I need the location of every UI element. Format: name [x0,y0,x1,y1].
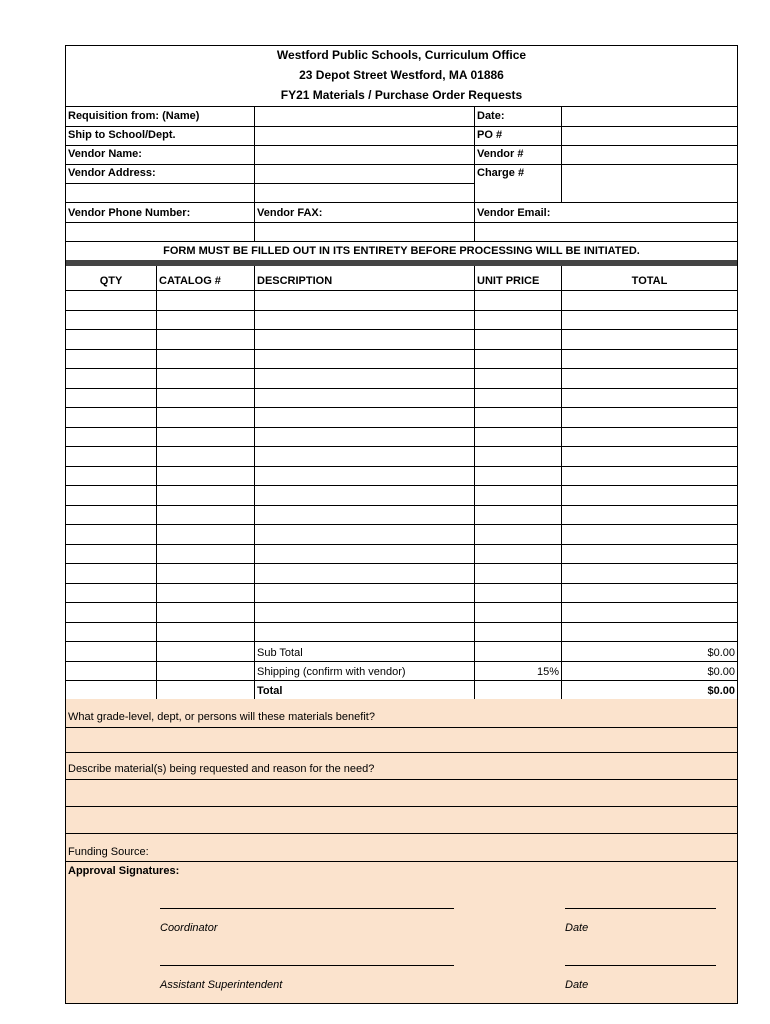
divider [474,106,475,241]
approval-signatures-label: Approval Signatures: [68,865,180,877]
shipping-value: $0.00 [707,666,735,678]
table-row-divider [66,446,737,447]
table-row-divider [66,290,737,291]
table-row-divider [66,368,737,369]
table-row-divider [66,583,737,584]
describe-question: Describe material(s) being requested and reason for the need? [68,763,375,775]
header-line-1: Westford Public Schools, Curriculum Office [276,48,527,62]
table-row-divider [66,388,737,389]
divider [66,752,737,753]
date-label: Date: [477,110,505,122]
col-header-total: TOTAL [631,275,668,287]
divider [156,266,157,699]
divider [254,106,255,241]
table-row-divider [66,349,737,350]
po-label: PO # [477,129,503,141]
asst-super-label: Assistant Superintendent [160,979,283,991]
col-header-description: DESCRIPTION [257,275,333,287]
vendor-fax-label: Vendor FAX: [257,207,323,219]
header-line-2: 23 Depot Street Westford, MA 01886 [299,68,504,82]
charge-label: Charge # [477,167,525,179]
benefit-question: What grade-level, dept, or persons will these materials benefit? [68,711,375,723]
table-row-divider [66,485,737,486]
table-row-divider [66,310,737,311]
purchase-order-form [65,45,738,1004]
asst-super-date-line[interactable] [565,965,716,966]
coordinator-date-line[interactable] [565,908,716,909]
vendor-name-label: Vendor Name: [68,148,142,160]
coordinator-signature-line[interactable] [160,908,454,909]
vendor-number-label: Vendor # [477,148,524,160]
table-row-divider [66,602,737,603]
thick-divider [66,260,737,266]
divider [66,106,737,107]
coordinator-date-label: Date [565,922,589,934]
table-row-divider [66,563,737,564]
requisition-from-label: Requisition from: (Name) [68,110,200,122]
divider [66,202,737,203]
ship-to-label: Ship to School/Dept. [68,129,176,141]
table-row-divider [66,466,737,467]
asst-super-date-label: Date [565,979,589,991]
total-value: $0.00 [707,685,735,697]
col-header-catalog: CATALOG # [159,275,221,287]
divider [66,833,737,834]
col-header-unit-price: UNIT PRICE [477,275,540,287]
table-row-divider [66,544,737,545]
divider [66,806,737,807]
divider [561,106,562,202]
divider [66,164,737,165]
divider [66,861,737,862]
header-line-3: FY21 Materials / Purchase Order Requests [280,88,523,102]
divider [66,727,737,728]
subtotal-label: Sub Total [257,647,303,659]
coordinator-label: Coordinator [160,922,218,934]
col-header-qty: QTY [99,275,123,287]
divider [66,241,737,242]
table-row-divider [66,407,737,408]
table-row-divider [66,680,737,681]
funding-source-label: Funding Source: [68,846,149,858]
divider [254,266,255,699]
notice-text: FORM MUST BE FILLED OUT IN ITS ENTIRETY BEFORE PROCESSING WILL BE INITIATED. [163,245,640,257]
subtotal-value: $0.00 [707,647,735,659]
table-row-divider [66,427,737,428]
table-row-divider [66,622,737,623]
vendor-email-label: Vendor Email: [477,207,551,219]
table-row-divider [66,329,737,330]
divider [66,145,737,146]
vendor-address-label: Vendor Address: [68,167,156,179]
divider [66,183,475,184]
narrative-section [66,699,737,1003]
vendor-phone-label: Vendor Phone Number: [68,207,191,219]
divider [66,779,737,780]
table-row-divider [66,505,737,506]
shipping-rate: 15% [536,666,559,678]
table-row-divider [66,661,737,662]
divider [474,266,475,699]
divider [66,222,737,223]
table-row-divider [66,641,737,642]
divider [561,266,562,699]
total-label: Total [257,685,283,697]
shipping-label: Shipping (confirm with vendor) [257,666,406,678]
divider [66,126,737,127]
asst-super-signature-line[interactable] [160,965,454,966]
table-row-divider [66,524,737,525]
